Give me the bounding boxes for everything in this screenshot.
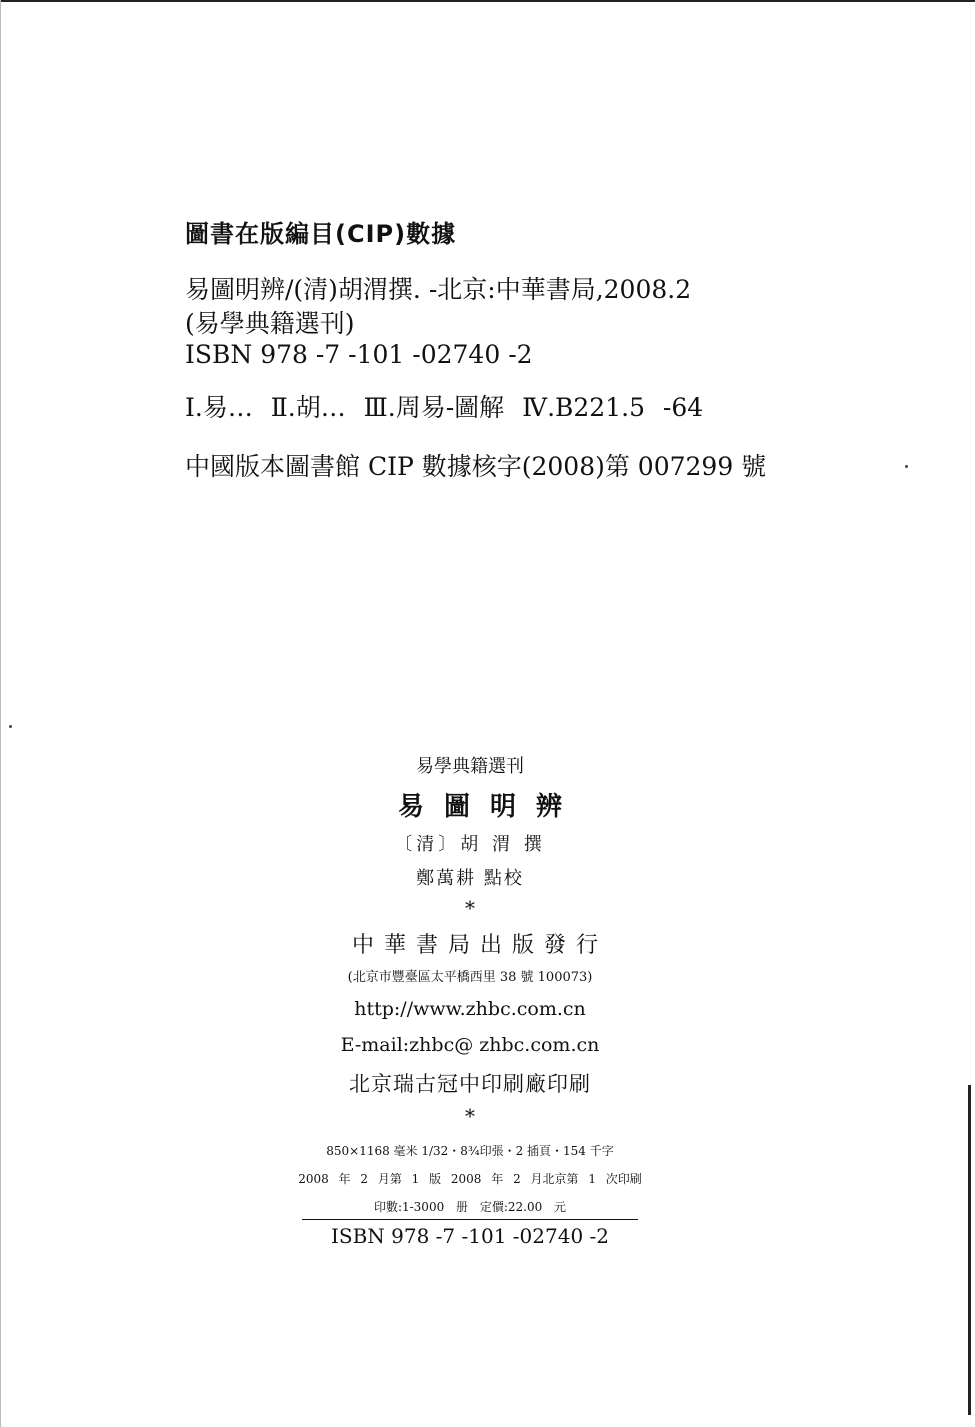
scan-edge-right — [968, 1085, 971, 1415]
print-run-and-price: 印數:1-3000 册 定價:22.00 元 — [373, 1200, 567, 1214]
divider-rule — [302, 1219, 638, 1220]
book-title: 易圖明辨 — [397, 792, 582, 822]
editor-line: 鄭萬耕 點校 — [416, 868, 524, 889]
scan-edge-left — [0, 0, 1, 1427]
cip-heading: 圖書在版編目(CIP)數據 — [185, 220, 457, 248]
cip-record-number-line: 中國版本圖書館 CIP 數據核字(2008)第 007299 號 — [185, 452, 767, 481]
series-name: 易學典籍選刊 — [416, 756, 524, 777]
publisher-email: E-mail:zhbc@ zhbc.com.cn — [340, 1034, 600, 1056]
scan-speck — [9, 725, 12, 728]
author-line: 〔清〕胡 渭 撰 — [394, 834, 546, 855]
edition-info: 2008 年 2 月第 1 版 2008 年 2 月北京第 1 次印刷 — [298, 1172, 642, 1186]
format-specs: 850×1168 毫米 1/32・8¾印張・2 插頁・154 千字 — [326, 1144, 614, 1158]
cip-title-line: 易圖明辨/(清)胡渭撰. -北京:中華書局,2008.2 — [185, 275, 692, 304]
cip-data-block — [185, 214, 825, 481]
printer-line: 北京瑞古冠中印刷廠印刷 — [349, 1072, 591, 1096]
cip-isbn-line: ISBN 978 -7 -101 -02740 -2 — [185, 340, 533, 369]
cip-classification-line: I.易… Ⅱ.胡… Ⅲ.周易-圖解 Ⅳ.B221.5 -64 — [185, 393, 704, 422]
scan-edge-top — [0, 0, 975, 2]
publisher-line: 中華書局出版發行 — [351, 933, 608, 958]
separator-asterisk: * — [465, 896, 475, 920]
publisher-address: (北京市豐臺區太平橋西里 38 號 100073) — [347, 970, 593, 985]
cip-series-line: (易學典籍選刊) — [185, 309, 355, 338]
scan-speck — [905, 465, 908, 468]
separator-asterisk: * — [465, 1104, 475, 1128]
publisher-url: http://www.zhbc.com.cn — [354, 998, 586, 1020]
bottom-isbn: ISBN 978 -7 -101 -02740 -2 — [330, 1224, 610, 1248]
